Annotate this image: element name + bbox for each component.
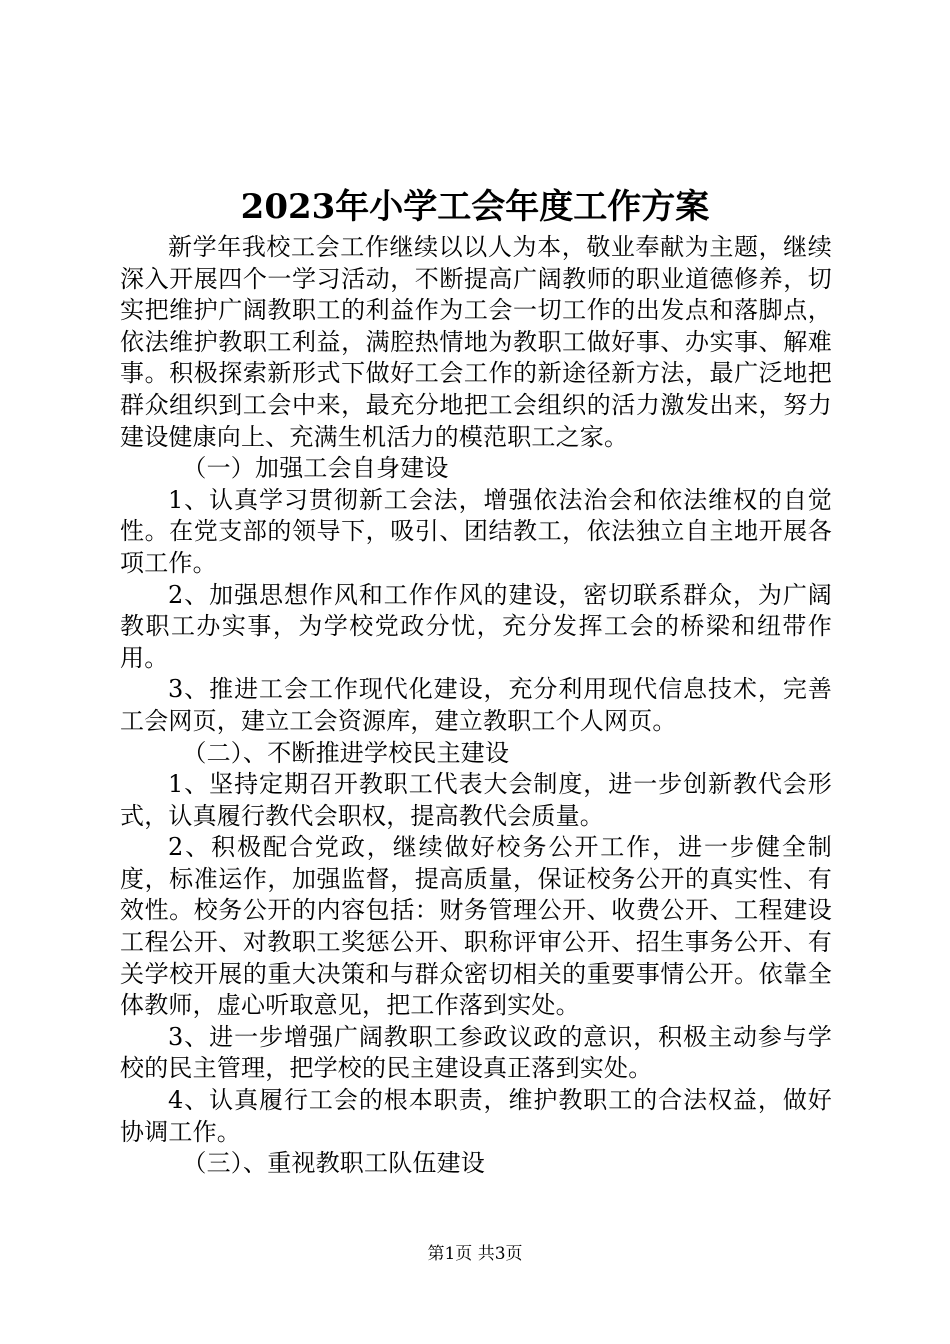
paragraph-2-3: 3、进一步增强广阔教职工参政议政的意识，积极主动参与学校的民主管理，把学校的民主建设真正落到实处。 xyxy=(120,1022,832,1083)
paragraph-2-4: 4、认真履行工会的根本职责，维护教职工的合法权益，做好协调工作。 xyxy=(120,1086,832,1146)
paragraph-1-2: 2、加强思想作风和工作作风的建设，密切联系群众，为广阔教职工办实事，为学校党政分忧，充分发挥工会的桥梁和纽带作用。 xyxy=(120,580,832,672)
document-body xyxy=(120,232,832,1180)
section-heading-2: （二）、不断推进学校民主建设 xyxy=(182,738,510,767)
paragraph-1-1: 1、认真学习贯彻新工会法，增强依法治会和依法维权的自觉性。在党支部的领导下，吸引、团结教工，依法独立自主地开展各项工作。 xyxy=(120,485,832,577)
document-title: 2023年小学工会年度工作方案 xyxy=(240,187,710,227)
page-footer: 第1页 共3页 xyxy=(427,1244,523,1264)
section-heading-3: （三）、重视教职工队伍建设 xyxy=(182,1149,485,1178)
paragraph-intro: 新学年我校工会工作继续以以人为本，敬业奉献为主题，继续深入开展四个一学习活动，不断提高广阔教师的职业道德修养，切实把维护广阔教职工的利益作为工会一切工作的出发点和落脚点，依法维护教职工利益，满腔热情地为教职工做好事、办实事、解难事。积极探索新形式下做好工会工作的新途径新方法，最广泛地把群众组织到工会中来，最充分地把工会组织的活力激发出来，努力建设健康向上、充满生机活力的模范职工之家。 xyxy=(120,233,832,451)
paragraph-1-3: 3、推进工会工作现代化建设，充分利用现代信息技术，完善工会网页，建立工会资源库，建立教职工个人网页。 xyxy=(120,675,832,735)
paragraph-2-2: 2、积极配合党政，继续做好校务公开工作，进一步健全制度，标准运作，加强监督，提高质量，保证校务公开的真实性、有效性。校务公开的内容包括：财务管理公开、收费公开、工程建设工程公开、对教职工奖惩公开、职称评审公开、招生事务公开、有关学校开展的重大决策和与群众密切相关的重要事情公开。依靠全体教师，虚心听取意见，把工作落到实处。 xyxy=(120,833,832,1020)
section-heading-1: （一）加强工会自身建设 xyxy=(182,454,449,483)
paragraph-2-1: 1、坚持定期召开教职工代表大会制度，进一步创新教代会形式，认真履行教代会职权，提高教代会质量。 xyxy=(120,770,832,830)
